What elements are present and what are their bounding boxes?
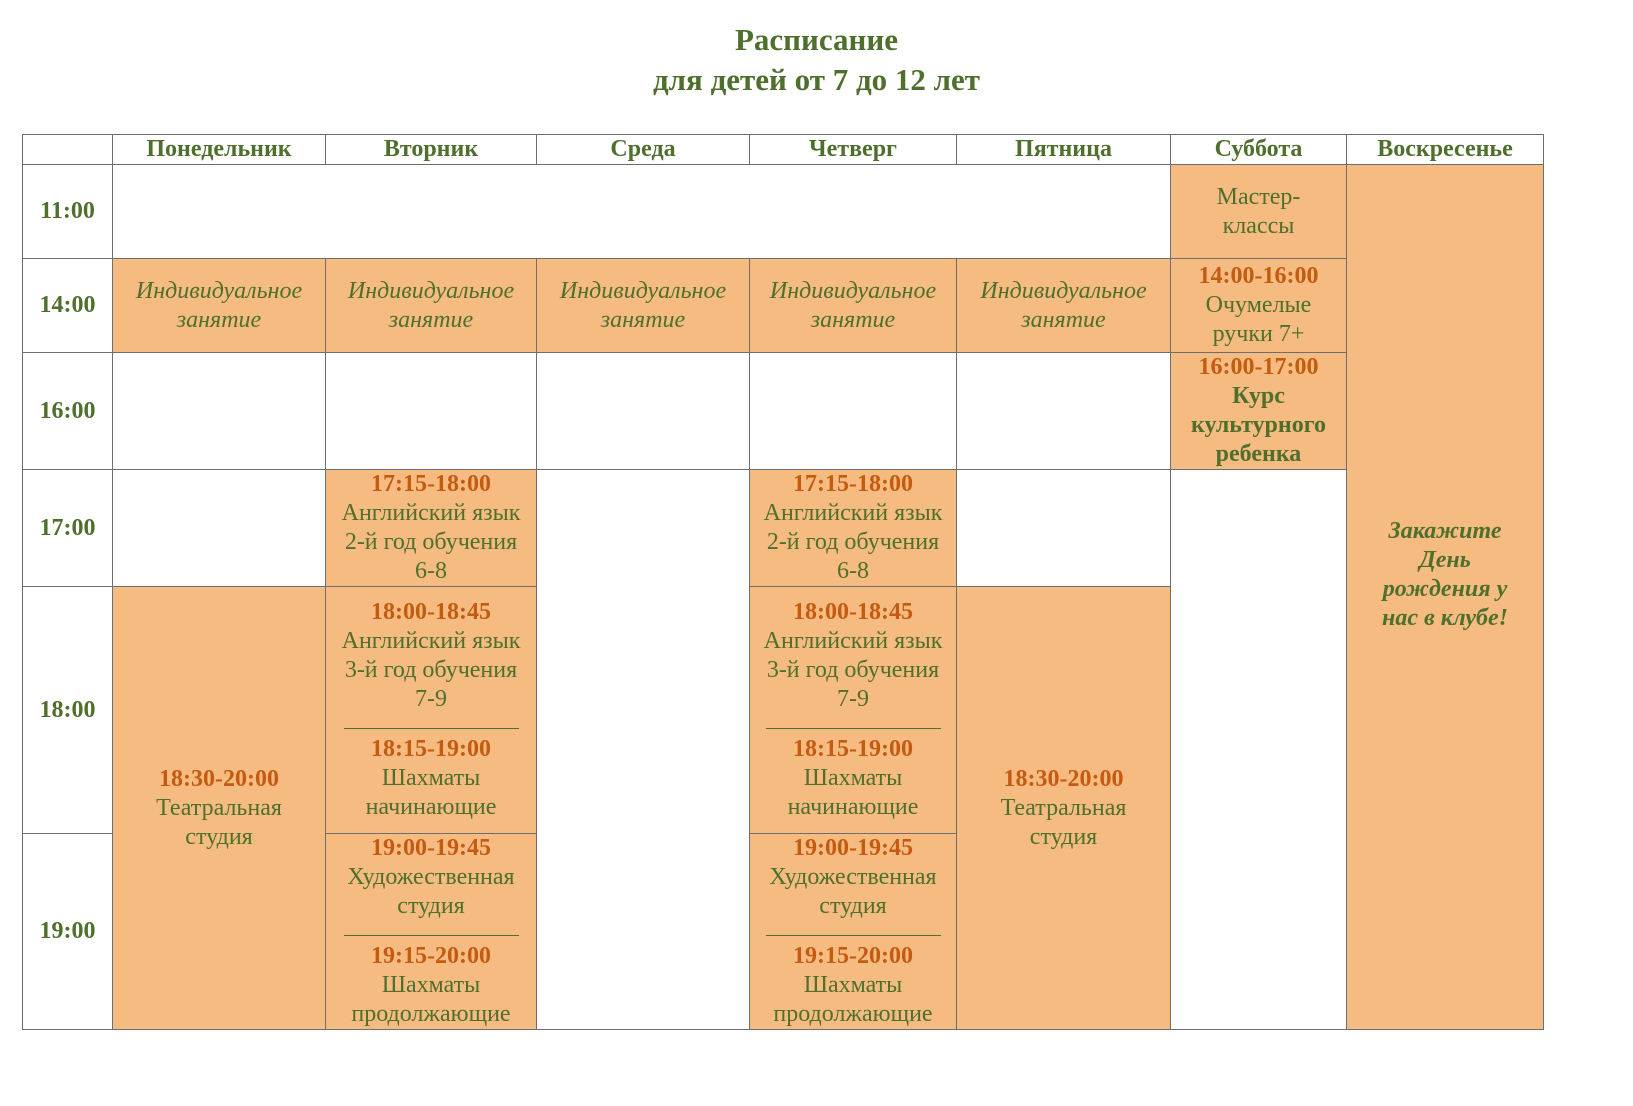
event-line: студия: [819, 893, 887, 919]
promo-line: Закажите: [1388, 518, 1502, 544]
event-culture-course: [1171, 353, 1347, 470]
promo-line: рождения у: [1382, 576, 1508, 602]
event-time: 18:15-19:00: [793, 736, 913, 762]
divider: [766, 935, 941, 936]
event-time: 18:00-18:45: [793, 599, 913, 625]
event-line: классы: [1222, 212, 1295, 239]
event-line: Театральная: [1000, 794, 1127, 821]
event-line: Английский язык: [341, 500, 521, 526]
row-1600: [23, 353, 1544, 470]
event-time: 19:00-19:45: [371, 835, 491, 861]
event-line: продолжающие: [351, 1001, 511, 1027]
day-header-thursday: Четверг: [750, 135, 957, 165]
time-label-1400: 14:00: [23, 259, 113, 353]
event-line: студия: [1029, 823, 1098, 850]
title-line-2: для детей от 7 до 12 лет: [652, 62, 980, 97]
day-header-friday: Пятница: [957, 135, 1171, 165]
event-line: Индивидуальное: [559, 277, 727, 304]
event-line: Курс: [1232, 383, 1285, 409]
day-header-wednesday: Среда: [537, 135, 750, 165]
row-1400: [23, 259, 1544, 353]
page-title: [0, 20, 1633, 100]
day-header-saturday: Суббота: [1171, 135, 1347, 165]
time-label-1800: 18:00: [23, 587, 113, 834]
event-line: Английский язык: [763, 500, 943, 526]
empty-cell: [326, 353, 537, 470]
event-line: ребенка: [1215, 441, 1302, 467]
divider: [766, 728, 941, 729]
event-theatre-friday: [957, 587, 1171, 1030]
event-line: Английский язык: [763, 628, 943, 654]
divider: [344, 728, 519, 729]
event-line: 3-й год обучения: [766, 657, 940, 683]
event-line: занятие: [810, 306, 896, 333]
empty-cell: [957, 470, 1171, 587]
event-master-class: [1171, 165, 1347, 259]
corner-cell: [23, 135, 113, 165]
schedule-table: [22, 134, 1544, 1030]
event-time: 18:30-20:00: [1003, 765, 1124, 792]
row-1100: [23, 165, 1544, 259]
empty-cell: [750, 353, 957, 470]
time-label-1100: 11:00: [23, 165, 113, 259]
event-time: 17:15-18:00: [793, 471, 913, 497]
event-crafty-hands: [1171, 259, 1347, 353]
divider: [344, 935, 519, 936]
time-label-1600: 16:00: [23, 353, 113, 470]
event-time: 19:15-20:00: [371, 943, 491, 969]
birthday-promo: [1347, 165, 1544, 1030]
event-art-chess-tuesday: [326, 834, 537, 1030]
event-line: Художественная: [347, 864, 515, 890]
event-theatre-monday: [113, 587, 326, 1030]
event-individual-thursday: [750, 259, 957, 353]
event-art-chess-thursday: [750, 834, 957, 1030]
event-line: 7-9: [415, 686, 447, 712]
event-english-year2-tuesday: [326, 470, 537, 587]
event-line: Шахматы: [381, 765, 481, 791]
event-english-chess-thursday: [750, 587, 957, 834]
event-line: Очумелые: [1205, 292, 1312, 318]
event-line: культурного: [1190, 412, 1327, 438]
event-line: Шахматы: [803, 972, 903, 998]
event-line: 3-й год обучения: [344, 657, 518, 683]
event-line: продолжающие: [773, 1001, 933, 1027]
empty-cell: [113, 353, 326, 470]
time-label-1900: 19:00: [23, 834, 113, 1030]
event-line: 6-8: [837, 558, 869, 584]
empty-cell-saturday-evening: [1171, 470, 1347, 1030]
event-line: Художественная: [769, 864, 937, 890]
event-line: занятие: [600, 306, 686, 333]
event-line: Шахматы: [803, 765, 903, 791]
event-time: 18:15-19:00: [371, 736, 491, 762]
event-line: ручки 7+: [1212, 321, 1305, 347]
event-time: 19:15-20:00: [793, 943, 913, 969]
empty-cell: [957, 353, 1171, 470]
header-row: [23, 135, 1544, 165]
event-time: 17:15-18:00: [371, 471, 491, 497]
time-label-1700: 17:00: [23, 470, 113, 587]
event-line: Шахматы: [381, 972, 481, 998]
event-line: Английский язык: [341, 628, 521, 654]
empty-cell-wednesday-evening: [537, 470, 750, 1030]
event-line: Индивидуальное: [980, 277, 1147, 304]
event-line: начинающие: [787, 794, 919, 820]
empty-cell: [537, 353, 750, 470]
event-line: 2-й год обучения: [766, 529, 940, 555]
event-line: студия: [185, 823, 253, 850]
event-time: 19:00-19:45: [793, 835, 913, 861]
promo-line: День: [1419, 547, 1471, 573]
event-line: студия: [397, 893, 465, 919]
event-line: занятие: [1021, 306, 1106, 333]
event-line: 2-й год обучения: [344, 529, 518, 555]
event-time: 16:00-17:00: [1198, 354, 1319, 380]
empty-cell-weekdays-1100: [113, 165, 1171, 259]
event-line: 6-8: [415, 558, 447, 584]
event-line: Индивидуальное: [135, 277, 303, 304]
event-english-chess-tuesday: [326, 587, 537, 834]
event-individual-friday: [957, 259, 1171, 353]
event-line: 7-9: [837, 686, 869, 712]
event-english-year2-thursday: [750, 470, 957, 587]
promo-line: нас в клубе!: [1382, 605, 1508, 631]
empty-cell: [113, 470, 326, 587]
row-1700: [23, 470, 1544, 587]
event-line: занятие: [176, 306, 262, 333]
event-time: 14:00-16:00: [1198, 263, 1319, 289]
event-line: Мастер-: [1216, 183, 1301, 210]
event-individual-tuesday: [326, 259, 537, 353]
event-time: 18:00-18:45: [371, 599, 491, 625]
event-individual-monday: [113, 259, 326, 353]
event-line: занятие: [388, 306, 474, 333]
event-line: Театральная: [156, 794, 282, 821]
day-header-sunday: Воскресенье: [1347, 135, 1544, 165]
event-time: 18:30-20:00: [159, 765, 279, 792]
day-header-monday: Понедельник: [113, 135, 326, 165]
title-line-1: Расписание: [734, 22, 899, 57]
day-header-tuesday: Вторник: [326, 135, 537, 165]
event-line: Индивидуальное: [769, 277, 937, 304]
event-line: Индивидуальное: [347, 277, 515, 304]
event-line: начинающие: [365, 794, 497, 820]
event-individual-wednesday: [537, 259, 750, 353]
